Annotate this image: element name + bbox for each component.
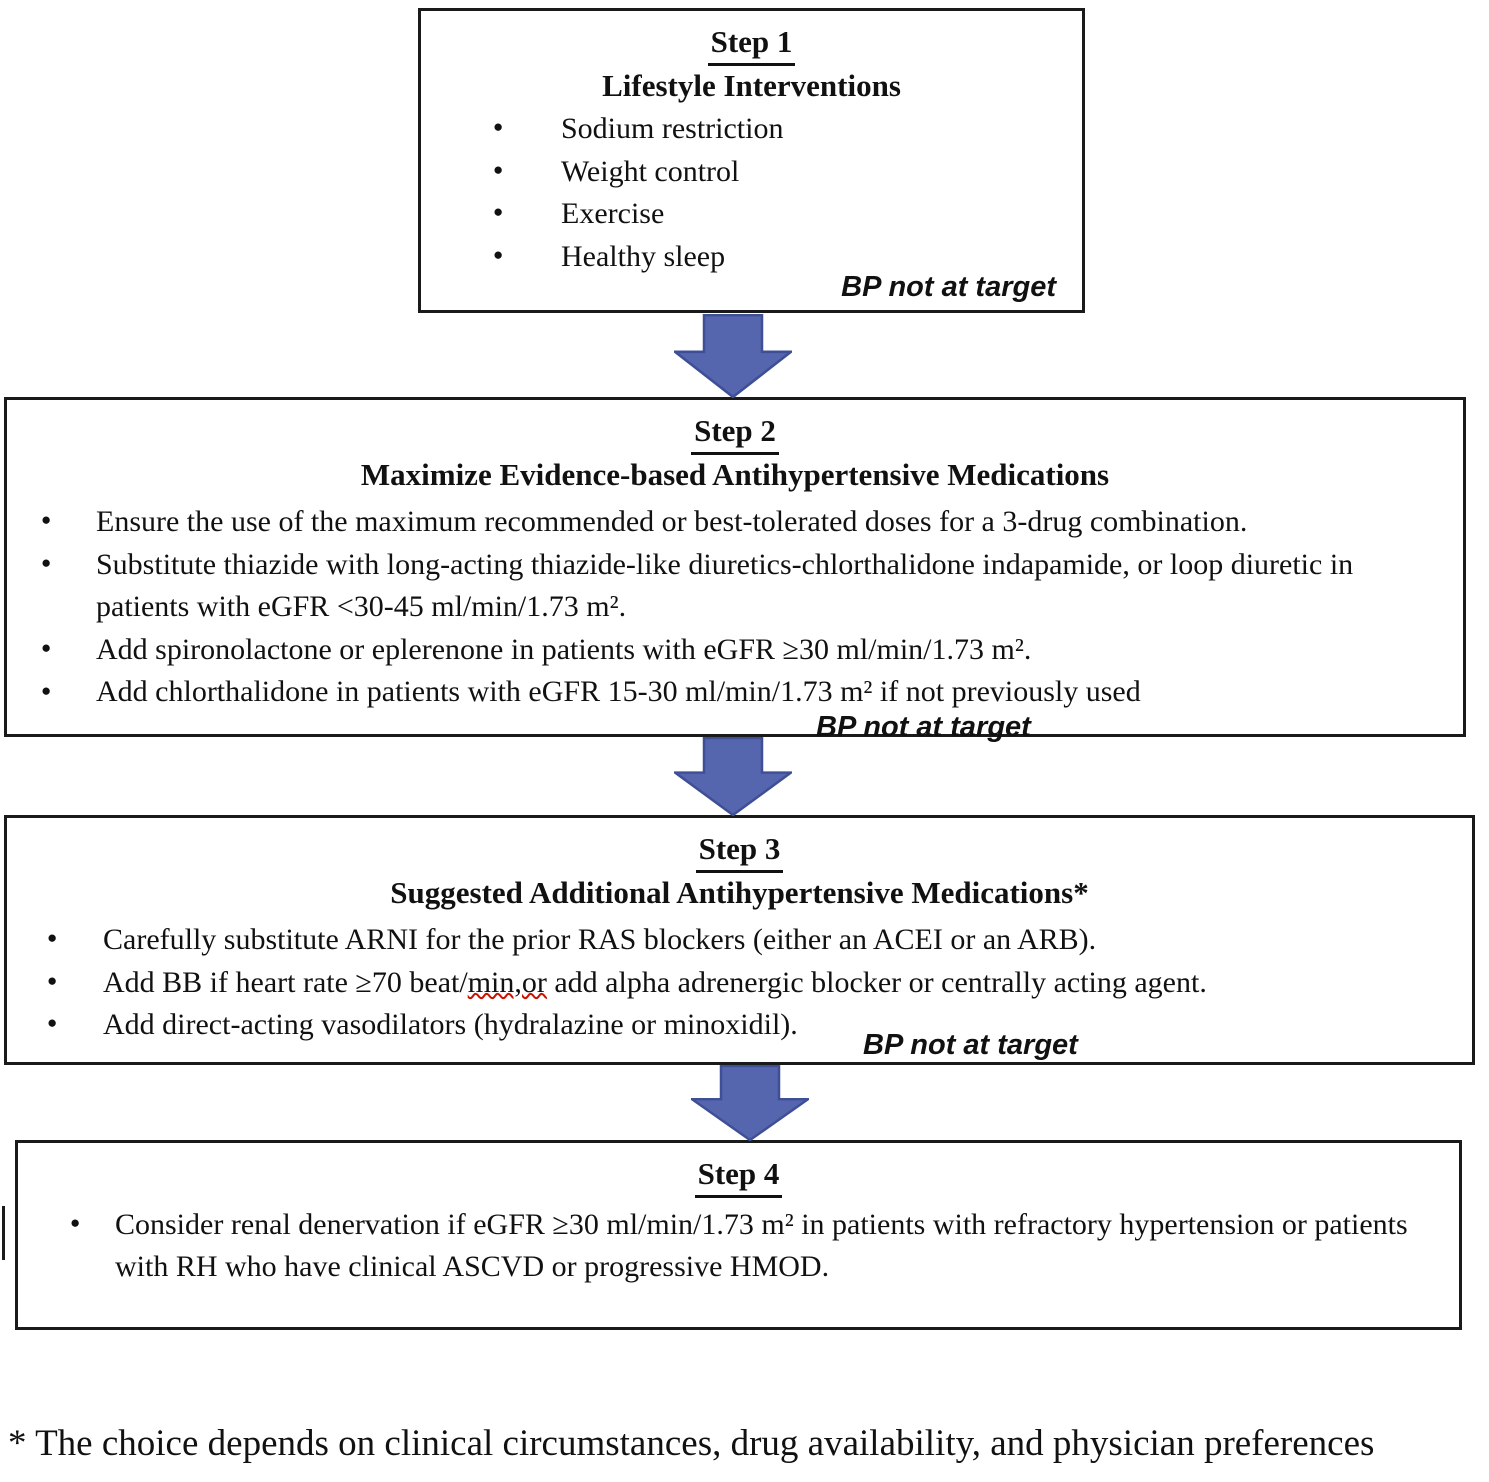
step2-subtitle: Maximize Evidence-based Antihypertensive Medications — [360, 456, 1110, 492]
step2-box — [4, 397, 1466, 743]
step1-subtitle: Lifestyle Interventions — [602, 67, 901, 103]
down-arrow-icon — [674, 737, 792, 816]
list-item: ● Exercise — [421, 193, 1082, 236]
step2-bullet-list — [7, 501, 1463, 714]
spellcheck-squiggle-text: min,or — [467, 965, 547, 999]
list-item: ● Healthy sleep — [421, 236, 1082, 279]
step4-box — [15, 1140, 1462, 1330]
list-item: ● Substitute thiazide with long-acting thiazide-like diuretics-chlorthalidone indapamide, or loop diuretic in patients with eGFR <30-45 ml/min/1.73 m². — [7, 544, 1463, 629]
step1-title — [421, 23, 1082, 66]
step1-title-text: Step 1 — [708, 23, 796, 66]
list-item: ● Ensure the use of the maximum recommended or best-tolerated doses for a 3-drug combination. — [7, 501, 1463, 544]
footnote: * The choice depends on clinical circumstances, drug availability, and physician preferences — [8, 1423, 1375, 1464]
down-arrow-icon — [674, 314, 792, 398]
down-arrow-icon — [691, 1065, 809, 1141]
step3-title — [7, 830, 1472, 873]
step3-box — [4, 815, 1475, 1065]
list-item: ● Weight control — [421, 151, 1082, 194]
step4-title-text: Step 4 — [695, 1155, 783, 1198]
step4-bullet-list — [18, 1204, 1459, 1289]
list-item: ● Consider renal denervation if eGFR ≥30 ml/min/1.73 m² in patients with refractory hypertension or patients with RH who have clinical ASCVD or progressive HMOD. — [18, 1204, 1459, 1289]
list-item — [7, 962, 1472, 1005]
bullet-text-pre: Add BB if heart rate ≥70 beat/ — [103, 965, 468, 999]
text-cursor-artifact — [2, 1206, 5, 1260]
step1-bullet-list — [421, 108, 1082, 278]
step4-title — [18, 1155, 1459, 1198]
list-item: ● Add chlorthalidone in patients with eGFR 15-30 ml/min/1.73 m² if not previously used — [7, 671, 1463, 714]
bullet-text-post: add alpha adrenergic blocker or centrally acting agent. — [546, 965, 1207, 999]
bp-not-at-target-label: BP not at target — [816, 711, 1031, 743]
step3-bullet-list — [7, 919, 1472, 1047]
list-item: ● Sodium restriction — [421, 108, 1082, 151]
step2-title-text: Step 2 — [691, 412, 779, 455]
step3-title-text: Step 3 — [696, 830, 784, 873]
bp-not-at-target-label: BP not at target — [841, 271, 1056, 303]
bp-not-at-target-label: BP not at target — [863, 1029, 1078, 1061]
step1-box — [418, 8, 1085, 313]
list-item: ● Add spironolactone or eplerenone in patients with eGFR ≥30 ml/min/1.73 m². — [7, 629, 1463, 672]
list-item: ● Add direct-acting vasodilators (hydralazine or minoxidil). — [7, 1004, 1472, 1047]
step3-subtitle: Suggested Additional Antihypertensive Medications* — [390, 874, 1089, 910]
list-item: ● Carefully substitute ARNI for the prior RAS blockers (either an ACEI or an ARB). — [7, 919, 1472, 962]
step2-title — [7, 412, 1463, 455]
